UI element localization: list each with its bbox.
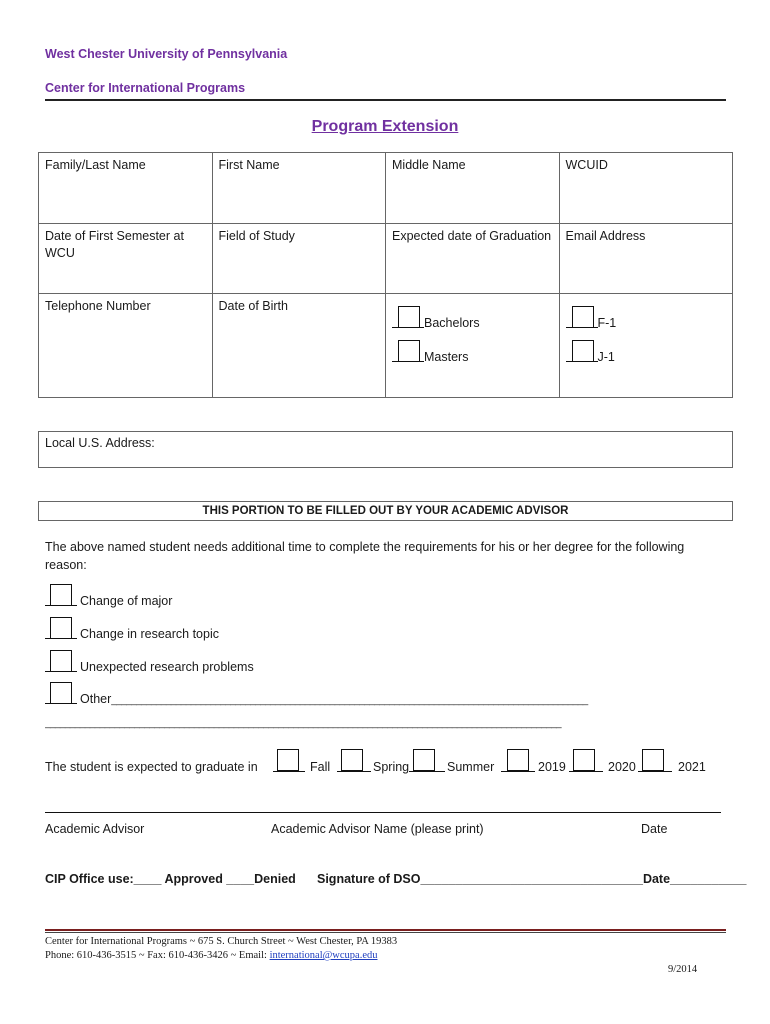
2019-checkbox[interactable]: [507, 749, 529, 771]
other-checkbox[interactable]: [50, 682, 72, 704]
research-problems-checkbox[interactable]: [50, 650, 72, 672]
field-of-study-field[interactable]: Field of Study: [212, 224, 386, 294]
email-field[interactable]: Email Address: [559, 224, 733, 294]
2021-checkbox[interactable]: [642, 749, 664, 771]
advisor-signature-line[interactable]: [45, 812, 721, 813]
footer-address: Center for International Programs ~ 675 S. Church Street ~ West Chester, PA 19383: [45, 936, 398, 947]
f1-checkbox[interactable]: [572, 306, 594, 328]
research-topic-checkbox[interactable]: [50, 617, 72, 639]
fall-checkbox[interactable]: [277, 749, 299, 771]
first-name-field[interactable]: First Name: [212, 153, 386, 224]
advisor-signature-label: Academic Advisor: [45, 822, 145, 836]
footer-contact: Phone: 610-436-3515 ~ Fax: 610-436-3426 ~ Email: international@wcupa.edu: [45, 950, 378, 961]
telephone-field[interactable]: Telephone Number: [39, 294, 213, 398]
student-info-table: [38, 152, 733, 398]
visa-option-j1[interactable]: J-1: [566, 332, 727, 366]
spring-checkbox[interactable]: [341, 749, 363, 771]
degree-option-bachelors[interactable]: Bachelors: [392, 298, 553, 332]
footer-divider: [45, 929, 726, 931]
2020-checkbox[interactable]: [573, 749, 595, 771]
first-semester-field[interactable]: Date of First Semester at WCU: [39, 224, 213, 294]
local-address-field[interactable]: [38, 431, 733, 468]
date-label: Date: [641, 822, 668, 836]
advisor-name-label: Academic Advisor Name (please print): [271, 822, 484, 836]
other-continuation-line[interactable]: ________________________________________________________________________________________________________: [45, 718, 561, 729]
wcuid-field[interactable]: WCUID: [559, 153, 733, 224]
center-name: Center for International Programs: [45, 81, 246, 95]
form-version: 9/2014: [668, 964, 698, 975]
header-divider: [45, 99, 726, 101]
change-of-major-checkbox[interactable]: [50, 584, 72, 606]
page-title: Program Extension: [311, 118, 459, 135]
expected-graduation-field[interactable]: Expected date of Graduation: [386, 224, 560, 294]
middle-name-field[interactable]: Middle Name: [386, 153, 560, 224]
local-address-label: Local U.S. Address:: [45, 436, 155, 450]
reason-change-of-major[interactable]: Change of major: [45, 582, 735, 608]
advisor-paragraph: The above named student needs additional time to complete the requirements for his or her degree for the following reason:: [45, 540, 685, 572]
advisor-section-title: THIS PORTION TO BE FILLED OUT BY YOUR ACADEMIC ADVISOR: [38, 501, 733, 521]
dso-signature-line[interactable]: Signature of DSO________________________________Date___________: [317, 872, 747, 886]
visa-option-f1[interactable]: F-1: [566, 298, 727, 332]
degree-cell: [386, 294, 560, 398]
last-name-field[interactable]: Family/Last Name: [39, 153, 213, 224]
reason-other[interactable]: Other________________________________________________________________________________________________: [45, 680, 735, 706]
university-name: West Chester University of Pennsylvania: [45, 47, 288, 61]
dob-field[interactable]: Date of Birth: [212, 294, 386, 398]
cip-office-use: CIP Office use:____ Approved ____Denied: [45, 872, 296, 886]
degree-option-masters[interactable]: Masters: [392, 332, 553, 366]
summer-checkbox[interactable]: [413, 749, 435, 771]
j1-checkbox[interactable]: [572, 340, 594, 362]
other-text-line[interactable]: ________________________________________________________________________________________________: [111, 695, 588, 706]
bachelors-checkbox[interactable]: [398, 306, 420, 328]
email-link[interactable]: international@wcupa.edu: [269, 950, 378, 961]
visa-cell: [559, 294, 733, 398]
reason-research-problems[interactable]: Unexpected research problems: [45, 648, 735, 674]
graduation-term-row: The student is expected to graduate in Fall Spring Summer 2019 2020 2021: [45, 748, 735, 774]
masters-checkbox[interactable]: [398, 340, 420, 362]
reason-research-topic[interactable]: Change in research topic: [45, 615, 735, 641]
